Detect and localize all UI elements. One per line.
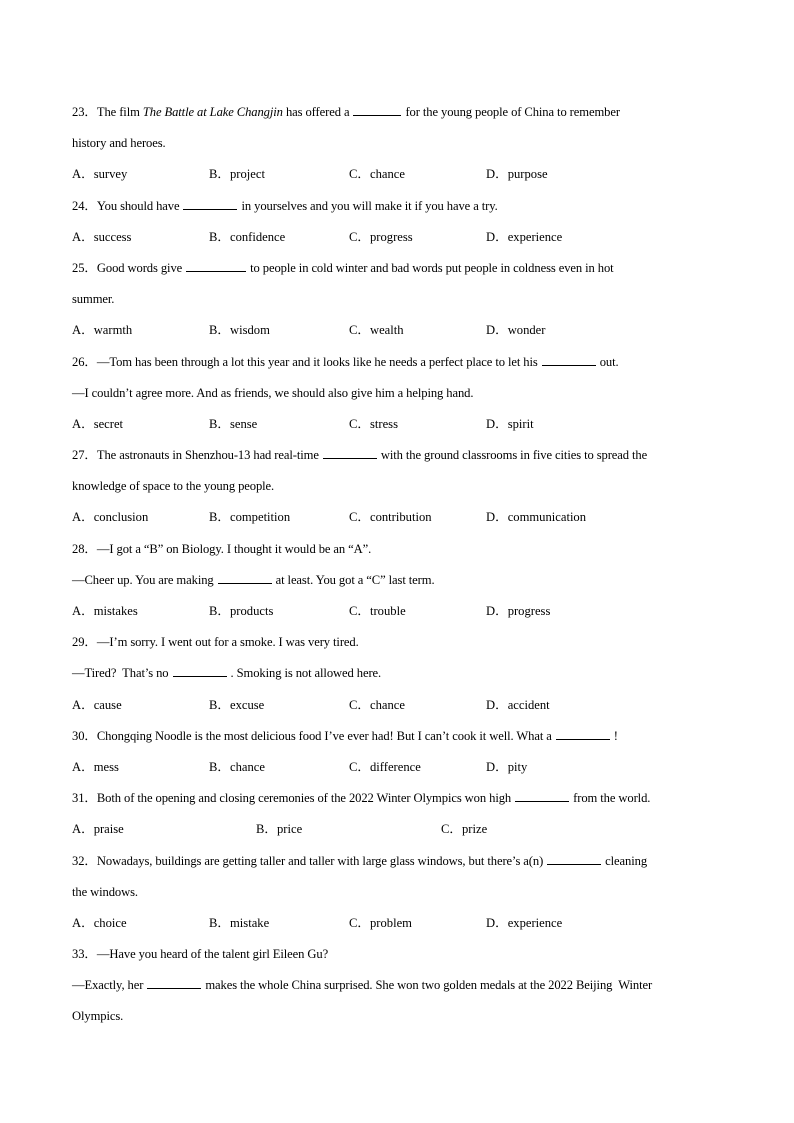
option-d: D．progress: [486, 604, 551, 618]
option-a: A．praise: [72, 822, 124, 837]
answer-blank: [515, 786, 569, 802]
option-d: D．experience: [486, 229, 563, 244]
option-a: A．warmth: [72, 323, 133, 338]
option-b: B．sense: [209, 416, 258, 431]
option-b: B．competition: [209, 510, 291, 525]
answer-blank: [186, 256, 246, 272]
option-c: C．progress: [349, 229, 413, 244]
question-31-options: [72, 817, 732, 848]
option-a: A．survey: [72, 167, 128, 182]
option-b: B．confidence: [209, 229, 286, 244]
answer-blank: [323, 443, 377, 459]
option-a: A．mistakes: [72, 604, 138, 618]
question-29: 29．—I’m sorry. I went out for a smoke. I was very tired.: [72, 635, 359, 650]
option-b: B．chance: [209, 759, 265, 774]
question-23-options: [72, 162, 732, 193]
answer-blank: [147, 973, 201, 989]
option-b: B．products: [209, 604, 274, 618]
question-32-options: [72, 911, 732, 942]
option-c: C．difference: [349, 759, 421, 774]
option-a: A．secret: [72, 416, 124, 431]
question-30: 30．Chongqing Noodle is the most delicious food I’ve ever had! But I can’t cook it well. What a !: [72, 724, 732, 755]
answer-blank: [547, 849, 601, 865]
question-32-line2: the windows.: [72, 884, 138, 899]
option-a: A．cause: [72, 697, 122, 712]
option-c: C．chance: [349, 697, 405, 712]
option-a: A．conclusion: [72, 510, 149, 525]
question-32: 32．Nowadays, buildings are getting taller and taller with large glass windows, but there’s a(n) cleaning: [72, 849, 732, 880]
option-b: B．excuse: [209, 697, 265, 712]
option-c: C．trouble: [349, 604, 406, 618]
option-c: C．problem: [349, 915, 412, 930]
answer-blank: [556, 724, 610, 740]
option-c: C．chance: [349, 167, 405, 182]
option-a: A．choice: [72, 915, 127, 930]
question-28-options: [72, 599, 732, 630]
question-24-options: [72, 225, 732, 256]
option-c: C．prize: [441, 822, 488, 837]
option-b: B．wisdom: [209, 323, 270, 338]
option-b: B．project: [209, 167, 265, 182]
answer-blank: [353, 100, 401, 116]
question-27: 27．The astronauts in Shenzhou-13 had real-time with the ground classrooms in five cities to spread the: [72, 443, 732, 474]
option-d: D．purpose: [486, 167, 548, 182]
question-31: 31．Both of the opening and closing ceremonies of the 2022 Winter Olympics won high from the world.: [72, 786, 732, 817]
question-23: 23．The film The Battle at Lake Changjin has offered a for the young people of China to remember: [72, 100, 732, 131]
question-27-line2: knowledge of space to the young people.: [72, 479, 275, 494]
question-30-options: [72, 755, 732, 786]
question-24: 24．You should have in yourselves and you will make it if you have a try.: [72, 194, 732, 225]
option-c: C．wealth: [349, 323, 404, 338]
question-33-line2: —Exactly, her makes the whole China surprised. She won two golden medals at the 2022 Beijing Winter: [72, 973, 732, 1004]
answer-blank: [542, 350, 596, 366]
question-26-line2: —I couldn’t agree more. And as friends, we should also give him a helping hand.: [72, 385, 474, 400]
question-28-line2: —Cheer up. You are making at least. You got a “C” last term.: [72, 568, 732, 599]
option-d: D．accident: [486, 697, 550, 712]
option-a: A．mess: [72, 759, 119, 774]
question-33-line3: Olympics.: [72, 1009, 124, 1024]
option-d: D．pity: [486, 759, 528, 774]
option-d: D．experience: [486, 915, 563, 930]
question-sheet: [72, 100, 732, 1036]
question-29-options: [72, 693, 732, 724]
question-28: 28．—I got a “B” on Biology. I thought it would be an “A”.: [72, 541, 372, 556]
option-b: B．mistake: [209, 915, 270, 930]
question-29-line2: —Tired? That’s no . Smoking is not allowed here.: [72, 661, 732, 692]
answer-blank: [218, 568, 272, 584]
question-27-options: [72, 505, 732, 536]
question-23-line2: history and heroes.: [72, 136, 166, 151]
question-25: 25．Good words give to people in cold winter and bad words put people in coldness even in hot: [72, 256, 732, 287]
question-26-options: [72, 412, 732, 443]
answer-blank: [173, 661, 227, 677]
option-c: C．contribution: [349, 510, 432, 525]
question-25-options: [72, 318, 732, 349]
option-b: B．price: [256, 822, 303, 837]
question-25-line2: summer.: [72, 292, 115, 307]
answer-blank: [183, 194, 237, 210]
option-d: D．wonder: [486, 323, 546, 338]
film-title: The Battle at Lake Changjin: [142, 105, 283, 119]
question-26: 26．—Tom has been through a lot this year and it looks like he needs a perfect place to let his out.: [72, 350, 732, 381]
option-d: D．spirit: [486, 416, 534, 431]
option-a: A．success: [72, 229, 132, 244]
question-33: 33．—Have you heard of the talent girl Eileen Gu?: [72, 947, 329, 962]
option-d: D．communication: [486, 510, 587, 525]
option-c: C．stress: [349, 416, 398, 431]
